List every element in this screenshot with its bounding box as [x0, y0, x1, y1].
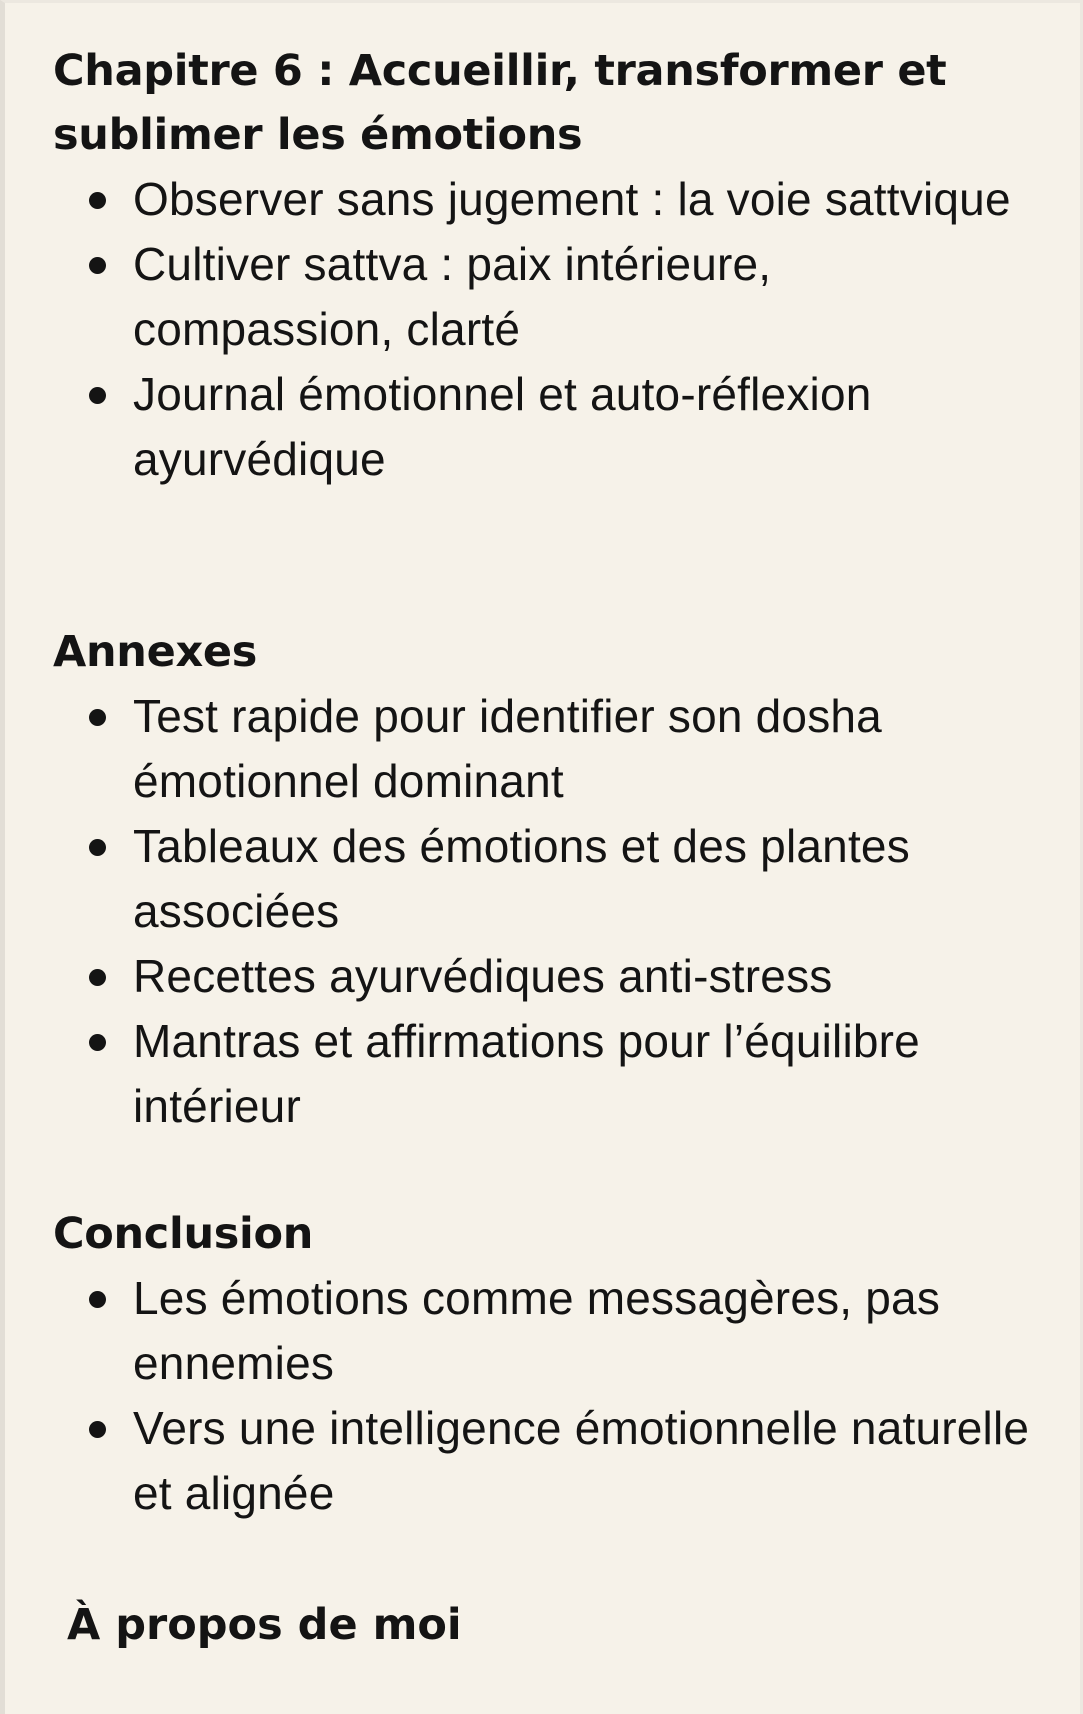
- conclusion-list: [53, 1266, 1033, 1526]
- list-item: Mantras et affirmations pour l’équilibre intérieur: [133, 1009, 1033, 1139]
- annexes-section: [53, 620, 1033, 1139]
- list-item: Tableaux des émotions et des plantes associées: [133, 814, 1033, 944]
- chapter-6-heading: Chapitre 6 : Accueillir, transformer et sublimer les émotions: [53, 46, 947, 160]
- list-item: Les émotions comme messagères, pas ennemies: [133, 1266, 1033, 1396]
- list-item: Recettes ayurvédiques anti-stress: [133, 944, 1033, 1009]
- list-item: Test rapide pour identifier son dosha émotionnel dominant: [133, 684, 1033, 814]
- about-me-heading: À propos de moi: [67, 1600, 462, 1650]
- chapter-6-list: [53, 167, 1033, 492]
- annexes-heading: Annexes: [53, 627, 258, 677]
- list-item: Observer sans jugement : la voie sattvique: [133, 167, 1033, 232]
- conclusion-section: [53, 1202, 1033, 1526]
- list-item: Vers une intelligence émotionnelle naturelle et alignée: [133, 1396, 1033, 1526]
- list-item: Cultiver sattva : paix intérieure, compassion, clarté: [133, 232, 1033, 362]
- list-item: Journal émotionnel et auto-réflexion ayurvédique: [133, 362, 1033, 492]
- chapter-6-section: [53, 39, 1033, 492]
- annexes-list: [53, 684, 1033, 1139]
- conclusion-heading: Conclusion: [53, 1209, 314, 1259]
